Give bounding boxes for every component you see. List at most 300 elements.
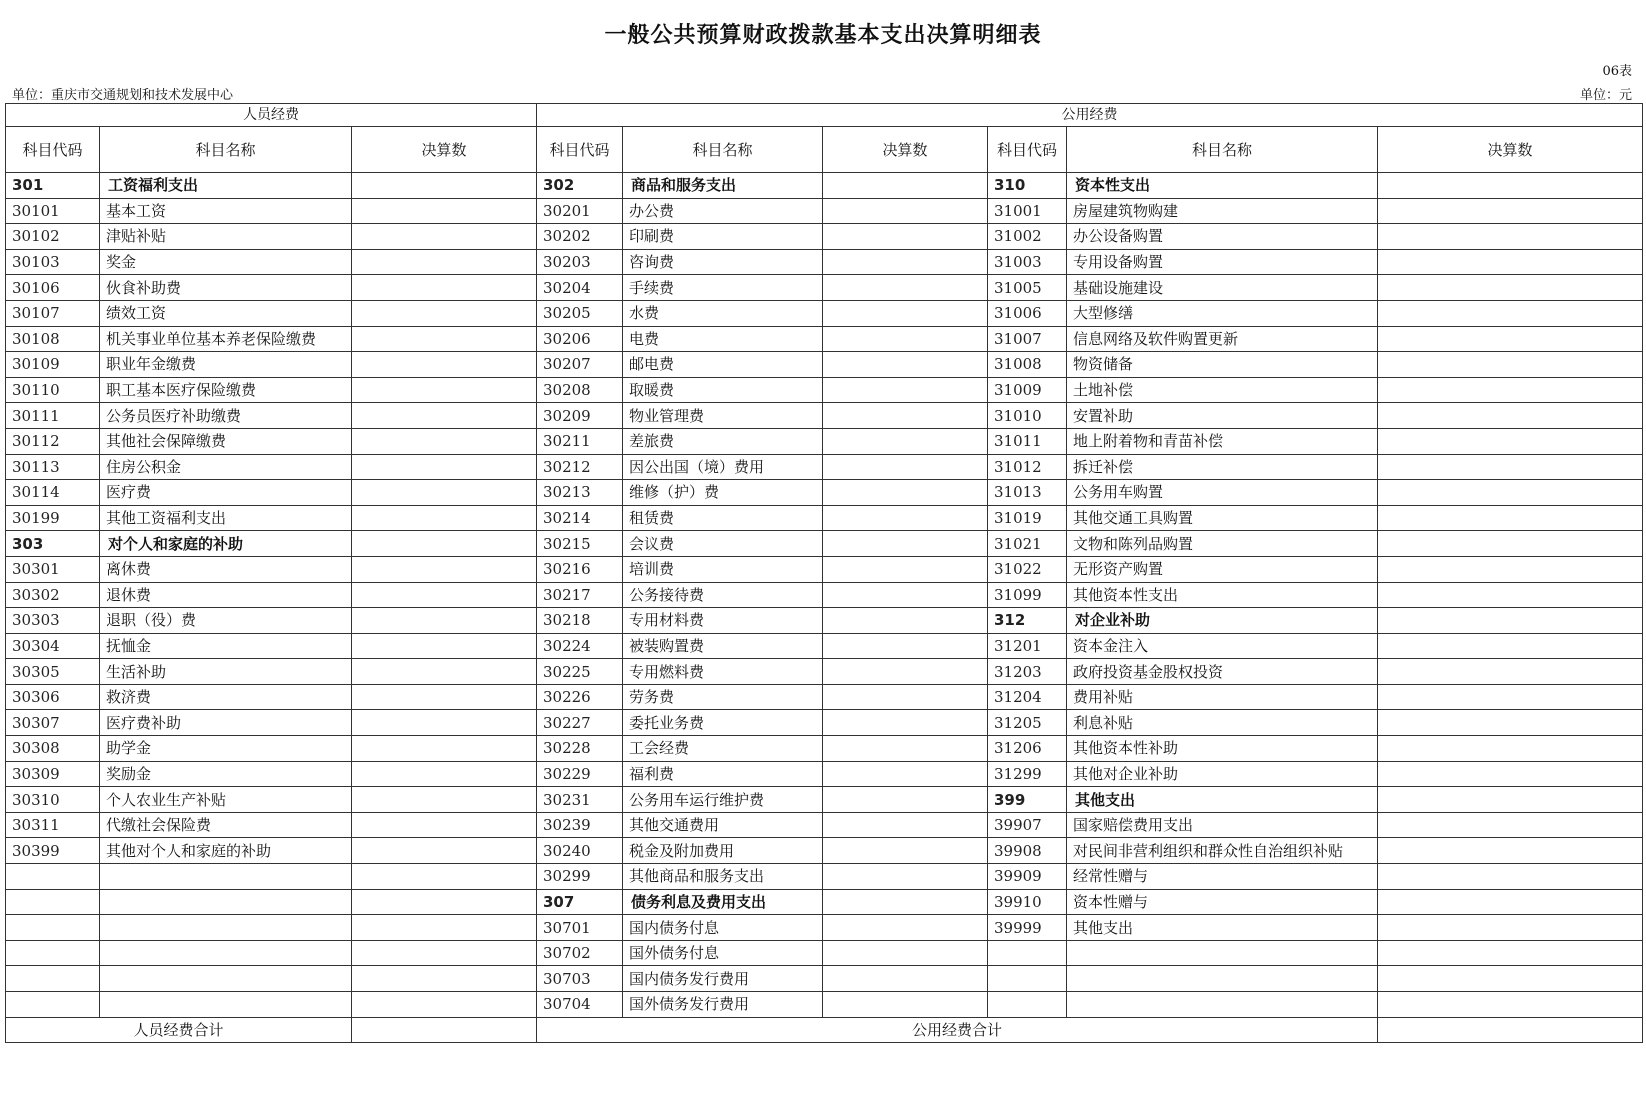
subject-code: 39907 [988,812,1067,838]
subject-name: 助学金 [100,736,352,762]
amount-cell [823,326,988,352]
subject-name: 政府投资基金股权投资 [1067,659,1378,685]
subject-code: 31206 [988,736,1067,762]
subject-name: 国家赔偿费用支出 [1067,812,1378,838]
subject-name: 工会经费 [623,736,823,762]
subject-name: 公务接待费 [623,582,823,608]
table-row [6,428,1643,454]
table-row [6,710,1643,736]
amount-cell [1378,377,1643,403]
personnel-total-amount [352,1017,537,1043]
subject-code: 30108 [6,326,100,352]
subject-code: 30703 [537,966,623,992]
subject-name: 其他对个人和家庭的补助 [100,838,352,864]
amount-cell [352,864,537,890]
subject-name: 无形资产购置 [1067,556,1378,582]
subject-name [100,966,352,992]
amount-cell [352,480,537,506]
subject-name: 办公设备购置 [1067,224,1378,250]
subject-name: 抚恤金 [100,633,352,659]
amount-cell [352,556,537,582]
subject-code [6,864,100,890]
table-row [6,915,1643,941]
amount-cell [1378,352,1643,378]
table-row [6,352,1643,378]
amount-cell [823,608,988,634]
amount-cell [823,736,988,762]
subject-code: 31204 [988,684,1067,710]
subject-name: 住房公积金 [100,454,352,480]
amount-cell [1378,736,1643,762]
amount-cell [352,710,537,736]
subject-code: 30214 [537,505,623,531]
subject-name: 信息网络及软件购置更新 [1067,326,1378,352]
subject-code [988,940,1067,966]
subject-name: 职工基本医疗保险缴费 [100,377,352,403]
subject-name: 委托业务费 [623,710,823,736]
amount-cell [823,940,988,966]
table-row [6,480,1643,506]
personnel-total-label: 人员经费合计 [6,1017,352,1043]
subject-code: 31002 [988,224,1067,250]
subject-code: 302 [537,173,623,199]
amount-cell [352,454,537,480]
subject-name: 国外债务发行费用 [623,992,823,1018]
subject-name: 办公费 [623,198,823,224]
subject-name: 绩效工资 [100,300,352,326]
subject-code: 31005 [988,275,1067,301]
subject-name: 培训费 [623,556,823,582]
amount-cell [352,659,537,685]
subject-code: 39999 [988,915,1067,941]
subject-code: 30225 [537,659,623,685]
table-row [6,454,1643,480]
subject-name [100,992,352,1018]
col-header-amount: 决算数 [352,127,537,173]
amount-cell [1378,249,1643,275]
subject-name: 租赁费 [623,505,823,531]
subject-code: 31012 [988,454,1067,480]
table-row [6,224,1643,250]
subject-name: 差旅费 [623,428,823,454]
subject-name: 劳务费 [623,684,823,710]
amount-cell [352,403,537,429]
subject-name: 专用设备购置 [1067,249,1378,275]
amount-cell [823,838,988,864]
subject-name: 其他工资福利支出 [100,505,352,531]
amount-cell [352,198,537,224]
amount-cell [823,300,988,326]
subject-code: 303 [6,531,100,557]
subject-code: 30206 [537,326,623,352]
subject-name: 奖金 [100,249,352,275]
subject-code: 31006 [988,300,1067,326]
amount-cell [1378,787,1643,813]
col-header-amount: 决算数 [1378,127,1643,173]
amount-cell [352,966,537,992]
subject-code: 30305 [6,659,100,685]
subject-code: 31001 [988,198,1067,224]
subject-name [1067,940,1378,966]
amount-cell [352,326,537,352]
subject-code: 30113 [6,454,100,480]
subject-code: 399 [988,787,1067,813]
subject-code: 30212 [537,454,623,480]
amount-cell [352,992,537,1018]
amount-cell [823,531,988,557]
subject-name: 医疗费补助 [100,710,352,736]
page-title: 一般公共预算财政拨款基本支出决算明细表 [604,23,1042,48]
subject-code: 31201 [988,633,1067,659]
form-number: 06表 [1602,64,1632,79]
subject-name: 被装购置费 [623,633,823,659]
table-row [6,531,1643,557]
subject-name: 其他资本性支出 [1067,582,1378,608]
subject-name: 国内债务付息 [623,915,823,941]
amount-cell [1378,761,1643,787]
table-row [6,403,1643,429]
subject-code: 39908 [988,838,1067,864]
amount-cell [352,940,537,966]
subject-code: 31009 [988,377,1067,403]
subject-name: 退休费 [100,582,352,608]
subject-code: 30217 [537,582,623,608]
amount-cell [1378,812,1643,838]
col-header-name: 科目名称 [1067,127,1378,173]
subject-name: 救济费 [100,684,352,710]
subject-code: 30299 [537,864,623,890]
amount-cell [1378,684,1643,710]
subject-name: 大型修缮 [1067,300,1378,326]
amount-cell [1378,659,1643,685]
amount-cell [823,889,988,915]
amount-cell [352,224,537,250]
col-header-amount: 决算数 [823,127,988,173]
amount-cell [352,915,537,941]
subject-name: 其他资本性补助 [1067,736,1378,762]
amount-cell [1378,531,1643,557]
amount-cell [823,173,988,199]
subject-code: 30213 [537,480,623,506]
subject-name: 资本金注入 [1067,633,1378,659]
table-row [6,889,1643,915]
amount-cell [352,275,537,301]
subject-name: 房屋建筑物购建 [1067,198,1378,224]
subject-name: 奖励金 [100,761,352,787]
amount-cell [352,249,537,275]
amount-cell [823,684,988,710]
subject-code: 30110 [6,377,100,403]
subject-name: 土地补偿 [1067,377,1378,403]
subject-code: 30301 [6,556,100,582]
subject-code: 31013 [988,480,1067,506]
subject-code: 30303 [6,608,100,634]
amount-cell [1378,608,1643,634]
subject-code: 310 [988,173,1067,199]
table-row [6,864,1643,890]
subject-name: 文物和陈列品购置 [1067,531,1378,557]
subject-code: 30203 [537,249,623,275]
amount-cell [823,812,988,838]
table-row [6,582,1643,608]
subject-code: 30308 [6,736,100,762]
table-row [6,556,1643,582]
subject-name: 安置补助 [1067,403,1378,429]
amount-cell [352,608,537,634]
subject-code: 30111 [6,403,100,429]
subject-name: 物业管理费 [623,403,823,429]
amount-cell [823,249,988,275]
subject-code: 30218 [537,608,623,634]
subject-code: 30199 [6,505,100,531]
subject-code: 31021 [988,531,1067,557]
amount-cell [352,684,537,710]
subject-code: 31003 [988,249,1067,275]
subject-name: 对个人和家庭的补助 [100,531,352,557]
amount-cell [823,428,988,454]
group-header-row [6,104,1643,127]
subject-code: 301 [6,173,100,199]
subject-name: 资本性支出 [1067,173,1378,199]
subject-code: 30107 [6,300,100,326]
subject-name: 邮电费 [623,352,823,378]
subject-name: 其他社会保障缴费 [100,428,352,454]
subject-name: 其他交通工具购置 [1067,505,1378,531]
amount-cell [352,838,537,864]
subject-code: 30103 [6,249,100,275]
subject-name: 生活补助 [100,659,352,685]
expenditure-table [5,103,1643,1043]
amount-cell [1378,454,1643,480]
subject-code: 30208 [537,377,623,403]
subject-code: 31008 [988,352,1067,378]
subject-code: 30399 [6,838,100,864]
subject-name: 维修（护）费 [623,480,823,506]
subject-code: 307 [537,889,623,915]
amount-cell [823,224,988,250]
amount-cell [352,531,537,557]
table-row [6,377,1643,403]
amount-cell [352,633,537,659]
subject-name: 资本性赠与 [1067,889,1378,915]
unit-currency: 单位：元 [1579,88,1632,103]
amount-cell [1378,198,1643,224]
subject-code: 30101 [6,198,100,224]
amount-cell [1378,838,1643,864]
amount-cell [823,761,988,787]
table-row [6,761,1643,787]
public-total-label: 公用经费合计 [537,1017,1378,1043]
col-header-code: 科目代码 [988,127,1067,173]
subject-code: 31203 [988,659,1067,685]
amount-cell [823,915,988,941]
amount-cell [1378,326,1643,352]
subject-code: 30226 [537,684,623,710]
table-row [6,838,1643,864]
subject-name: 其他商品和服务支出 [623,864,823,890]
subject-name: 对民间非营利组织和群众性自治组织补贴 [1067,838,1378,864]
amount-cell [352,428,537,454]
subject-code: 30307 [6,710,100,736]
subject-name: 商品和服务支出 [623,173,823,199]
subject-name: 对企业补助 [1067,608,1378,634]
amount-cell [1378,889,1643,915]
amount-cell [1378,915,1643,941]
amount-cell [823,582,988,608]
amount-cell [1378,864,1643,890]
amount-cell [352,787,537,813]
amount-cell [352,377,537,403]
table-row [6,659,1643,685]
amount-cell [1378,275,1643,301]
subject-code: 30306 [6,684,100,710]
col-header-code: 科目代码 [537,127,623,173]
amount-cell [352,761,537,787]
table-row [6,992,1643,1018]
table-row [6,326,1643,352]
subject-code: 30229 [537,761,623,787]
subject-name: 伙食补助费 [100,275,352,301]
subject-code: 30207 [537,352,623,378]
subject-code [988,966,1067,992]
subject-code: 30211 [537,428,623,454]
table-row [6,275,1643,301]
subject-code: 30224 [537,633,623,659]
amount-cell [823,787,988,813]
amount-cell [1378,940,1643,966]
subject-name: 职业年金缴费 [100,352,352,378]
subject-name: 印刷费 [623,224,823,250]
amount-cell [1378,710,1643,736]
amount-cell [1378,300,1643,326]
amount-cell [823,480,988,506]
amount-cell [823,992,988,1018]
subject-code: 30227 [537,710,623,736]
amount-cell [823,710,988,736]
column-header-row [6,127,1643,173]
subject-code: 30216 [537,556,623,582]
col-header-code: 科目代码 [6,127,100,173]
subject-code: 30311 [6,812,100,838]
subject-code: 30239 [537,812,623,838]
subject-name: 地上附着物和青苗补偿 [1067,428,1378,454]
subject-name: 专用材料费 [623,608,823,634]
amount-cell [1378,633,1643,659]
subject-code: 30309 [6,761,100,787]
table-row [6,684,1643,710]
amount-cell [823,454,988,480]
subject-code: 30701 [537,915,623,941]
subject-code: 31022 [988,556,1067,582]
subject-name: 其他交通费用 [623,812,823,838]
public-total-amount [1378,1017,1643,1043]
subject-name: 拆迁补偿 [1067,454,1378,480]
amount-cell [1378,428,1643,454]
subject-name: 其他对企业补助 [1067,761,1378,787]
subject-code: 30202 [537,224,623,250]
amount-cell [352,505,537,531]
subject-code: 31011 [988,428,1067,454]
subject-code: 30304 [6,633,100,659]
amount-cell [1378,480,1643,506]
total-row [6,1017,1643,1043]
subject-name: 电费 [623,326,823,352]
subject-name: 其他支出 [1067,787,1378,813]
subject-code: 30102 [6,224,100,250]
subject-code: 30215 [537,531,623,557]
amount-cell [1378,992,1643,1018]
subject-name [1067,966,1378,992]
subject-name: 代缴社会保险费 [100,812,352,838]
table-row [6,812,1643,838]
subject-name: 公务用车购置 [1067,480,1378,506]
subject-name: 国内债务发行费用 [623,966,823,992]
subject-code: 30704 [537,992,623,1018]
subject-code: 30106 [6,275,100,301]
subject-code: 31299 [988,761,1067,787]
subject-code: 31099 [988,582,1067,608]
subject-name: 因公出国（境）费用 [623,454,823,480]
subject-code: 30702 [537,940,623,966]
group-public: 公用经费 [537,104,1643,127]
table-row [6,300,1643,326]
amount-cell [823,505,988,531]
subject-code [6,966,100,992]
group-personnel: 人员经费 [6,104,537,127]
subject-name: 医疗费 [100,480,352,506]
amount-cell [823,275,988,301]
subject-code: 312 [988,608,1067,634]
subject-name: 专用燃料费 [623,659,823,685]
table-row [6,608,1643,634]
subject-name: 会议费 [623,531,823,557]
amount-cell [1378,173,1643,199]
subject-code [6,889,100,915]
subject-name: 债务利息及费用支出 [623,889,823,915]
subject-name: 税金及附加费用 [623,838,823,864]
subject-name: 公务员医疗补助缴费 [100,403,352,429]
subject-name: 其他支出 [1067,915,1378,941]
amount-cell [823,352,988,378]
subject-name: 基础设施建设 [1067,275,1378,301]
subject-code: 30112 [6,428,100,454]
subject-name [100,940,352,966]
table-row [6,505,1643,531]
amount-cell [352,300,537,326]
col-header-name: 科目名称 [100,127,352,173]
table-row [6,787,1643,813]
subject-name: 取暖费 [623,377,823,403]
subject-name: 经常性赠与 [1067,864,1378,890]
col-header-name: 科目名称 [623,127,823,173]
subject-code: 30209 [537,403,623,429]
subject-code: 31019 [988,505,1067,531]
subject-name [100,864,352,890]
unit-organization: 单位：重庆市交通规划和技术发展中心 [12,88,234,103]
subject-code: 30228 [537,736,623,762]
amount-cell [352,173,537,199]
amount-cell [352,736,537,762]
amount-cell [823,403,988,429]
subject-name: 利息补贴 [1067,710,1378,736]
subject-name: 国外债务付息 [623,940,823,966]
subject-name: 离休费 [100,556,352,582]
amount-cell [823,377,988,403]
table-row [6,198,1643,224]
subject-code: 31007 [988,326,1067,352]
subject-name: 基本工资 [100,198,352,224]
amount-cell [1378,556,1643,582]
